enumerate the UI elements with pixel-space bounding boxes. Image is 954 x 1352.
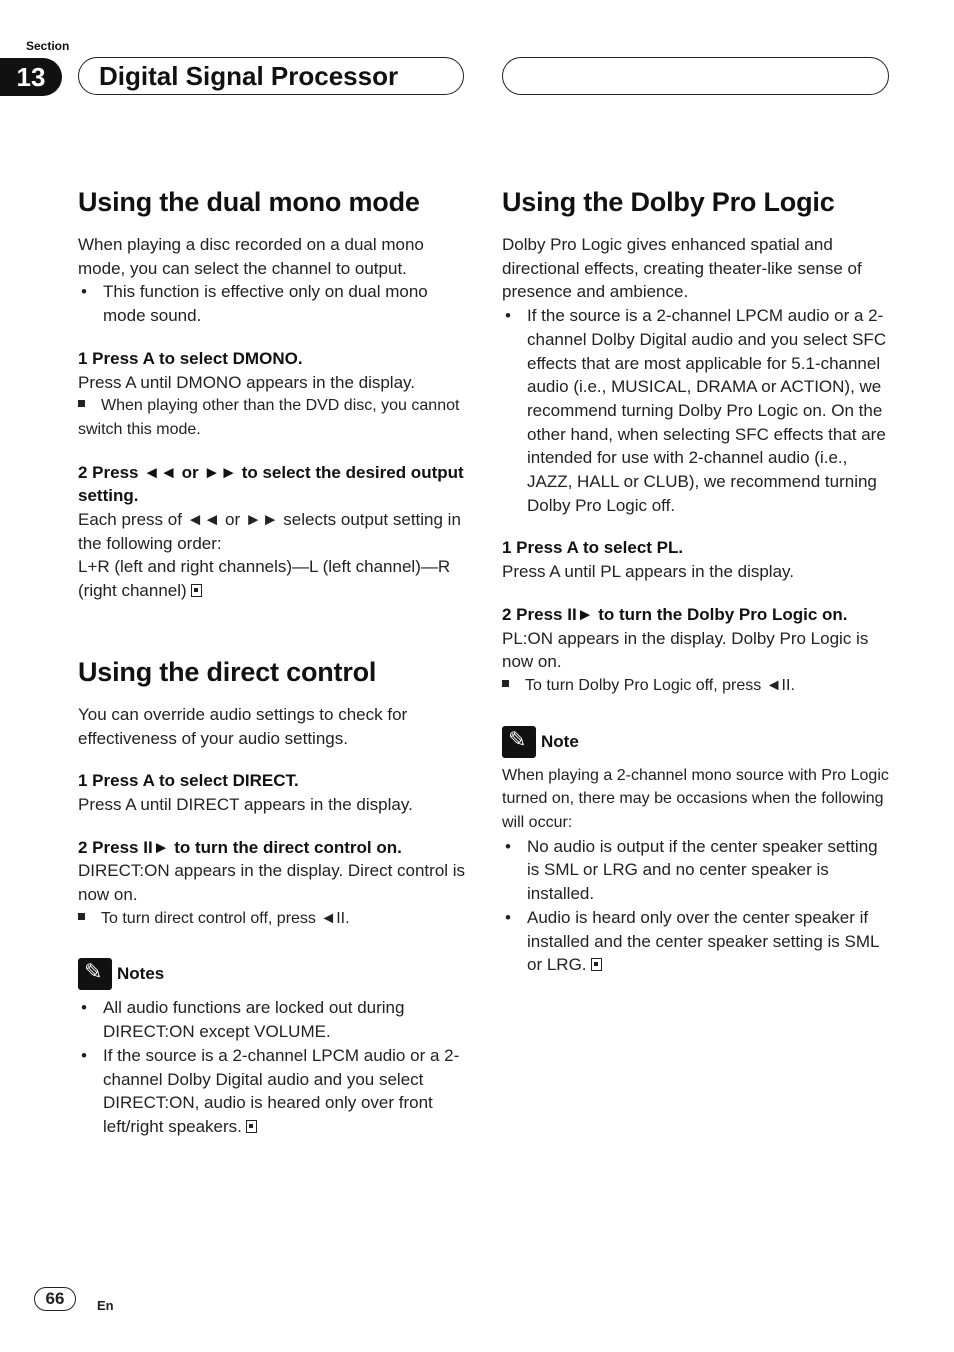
dolby-note-intro: When playing a 2-channel mono source with Pro Logic turned on, there may be occasions when the following will occur: xyxy=(502,766,889,832)
direct-step1-title: 1 Press A to select DIRECT. xyxy=(78,771,299,791)
square-bullet-icon xyxy=(502,680,509,687)
dolby-note-bullets xyxy=(502,835,890,977)
notes-label: Notes xyxy=(117,964,165,984)
dolby-step2-body: PL:ON appears in the display. Dolby Pro Logic is now on. xyxy=(502,628,869,672)
notes-header xyxy=(78,958,466,990)
dolby-intro: Dolby Pro Logic gives enhanced spatial and directional effects, creating theater-like sense of presence and ambience. xyxy=(502,235,862,302)
direct-step1-body: Press A until DIRECT appears in the display. xyxy=(78,794,413,814)
list-item: • If the source is a 2-channel LPCM audio or a 2-channel Dolby Digital audio and you select SFC effects that are most applicable for 5.1-channel audio (i.e., MUSICAL, DRAMA or ACTION), we recommend turning Dolby Pro Logic on. On the other hand, when selecting SFC effects that are intended for use with 2-channel audio (i.e., JAZZ, HALL or CLUB), we recommend turning Dolby Pro Logic off. xyxy=(502,304,890,517)
list-item: • No audio is output if the center speaker setting is SML or LRG and no center speaker is installed. xyxy=(502,835,890,906)
direct-intro: You can override audio settings to check for effectiveness of your audio settings. xyxy=(78,704,408,748)
list-item: • If the source is a 2-channel LPCM audio or a 2-channel Dolby Digital audio and you select DIRECT:ON, audio is heared only over front left/right speakers. xyxy=(78,1044,466,1139)
dual-mono-step1-body: Press A until DMONO appears in the display. xyxy=(78,372,416,392)
dual-mono-intro: When playing a disc recorded on a dual mono mode, you can select the channel to output. xyxy=(78,235,424,278)
dolby-bullets xyxy=(502,304,890,517)
dual-mono-heading: Using the dual mono mode xyxy=(78,187,420,217)
header-empty-box xyxy=(502,57,889,95)
direct-step2-body: DIRECT:ON appears in the display. Direct control is now on. xyxy=(78,861,466,905)
right-column xyxy=(502,185,890,977)
dual-mono-step2-order: L+R (left and right channels)—L (left channel)—R (right channel) xyxy=(78,557,451,601)
list-item: • Audio is heard only over the center speaker if installed and the center speaker setting is SML or LRG. xyxy=(502,906,890,977)
dual-mono-step2-body: Each press of ◄◄ or ►► selects output setting in the following order: xyxy=(78,510,461,553)
direct-heading: Using the direct control xyxy=(78,656,377,687)
pencil-icon xyxy=(502,726,536,758)
page-title: Digital Signal Processor xyxy=(99,61,399,91)
end-mark-icon xyxy=(591,958,602,971)
list-item: • All audio functions are locked out during DIRECT:ON except VOLUME. xyxy=(78,996,466,1043)
square-bullet-icon xyxy=(78,913,85,920)
end-mark-icon xyxy=(191,584,202,597)
dual-mono-bullets xyxy=(78,280,466,327)
direct-notes xyxy=(78,996,466,1138)
dolby-step1-title: 1 Press A to select PL. xyxy=(502,538,684,558)
section-number: 13 xyxy=(0,58,62,96)
direct-step2-note: To turn direct control off, press ◄II. xyxy=(78,907,466,931)
header-title-box xyxy=(78,57,464,95)
direct-step2-title: 2 Press II► to turn the direct control on. xyxy=(78,837,402,857)
note-header xyxy=(502,726,890,758)
end-mark-icon xyxy=(246,1120,257,1133)
note-label: Note xyxy=(541,731,579,751)
list-item: • This function is effective only on dual mono mode sound. xyxy=(78,280,466,327)
dual-mono-step1-note: When playing other than the DVD disc, you cannot switch this mode. xyxy=(78,397,460,438)
dolby-step2-note: To turn Dolby Pro Logic off, press ◄II. xyxy=(502,674,890,698)
language-code: En xyxy=(97,1298,114,1313)
square-bullet-icon xyxy=(78,400,85,407)
left-column xyxy=(78,185,466,1139)
dual-mono-step2-title: 2 Press ◄◄ or ►► to select the desired output setting. xyxy=(78,462,464,506)
page-number: 66 xyxy=(34,1287,76,1311)
section-label: Section xyxy=(26,39,70,53)
dolby-step1-body: Press A until PL appears in the display. xyxy=(502,562,795,582)
dolby-step2-title: 2 Press II► to turn the Dolby Pro Logic on. xyxy=(502,604,848,624)
pencil-icon xyxy=(78,958,112,990)
dual-mono-step1-title: 1 Press A to select DMONO. xyxy=(78,348,303,368)
dolby-heading: Using the Dolby Pro Logic xyxy=(502,187,835,217)
